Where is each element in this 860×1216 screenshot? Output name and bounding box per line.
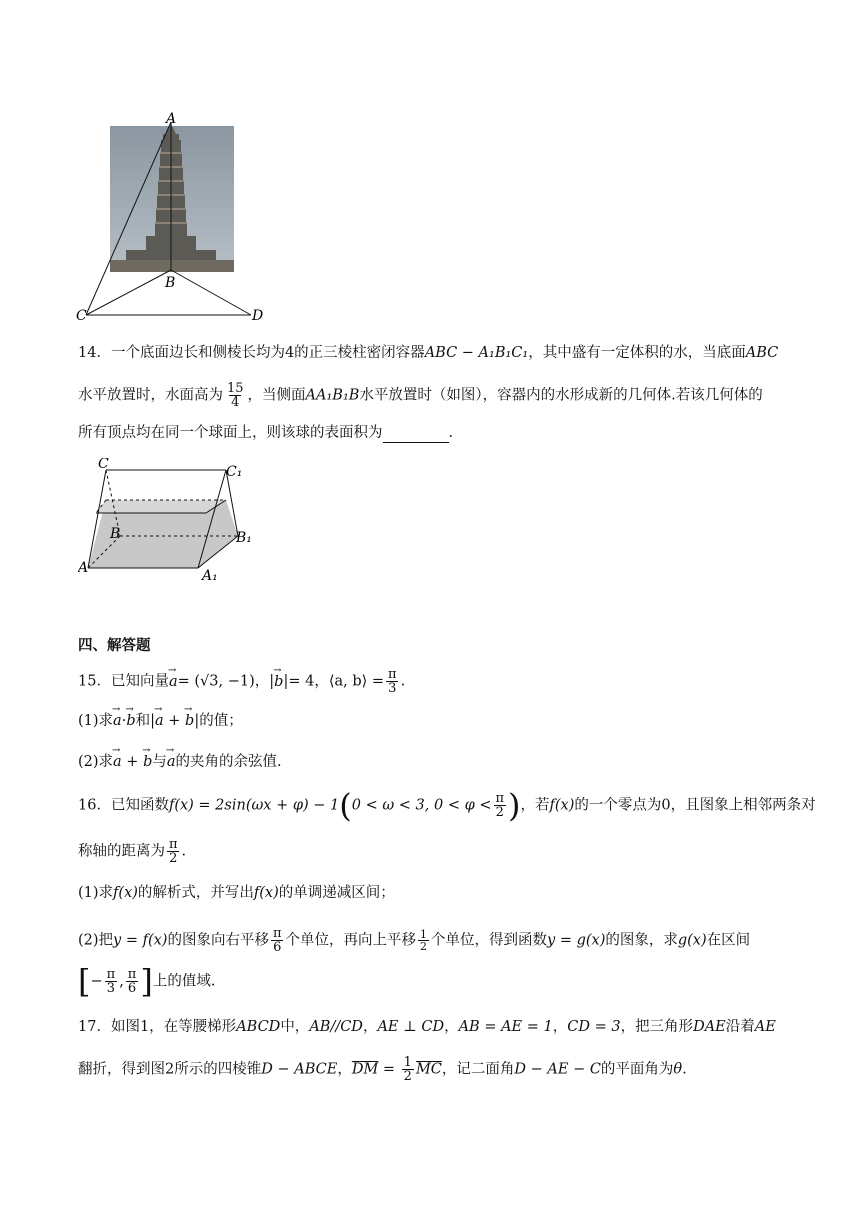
q16-number: 16． (78, 797, 111, 814)
q15-text: 与 (152, 754, 167, 770)
q17-text: . (682, 1061, 687, 1078)
q17-text: ，记二面角 (441, 1061, 515, 1078)
q16-text: 个单位，再向上平移 (285, 932, 417, 949)
prism-figure (78, 458, 268, 588)
q16-text: 的图象，求 (605, 932, 678, 949)
label-B1: B₁ (236, 530, 252, 546)
q16-fx: f(x) (113, 885, 138, 901)
vector-a: → a (155, 711, 164, 731)
q17-line-2: 翻折，得到图2所示的四棱锥D − ABCE，$\overline{DM}$ = $\frac{1}{2}$ $\overline{MC}$，记二面角D − AE − C的平面角为θ. (78, 1055, 687, 1084)
q16-text: 的解析式，并写出 (137, 885, 254, 901)
q17-text: ，把三角形 (620, 1019, 694, 1035)
q15-angle: ⟨a, b⟩ = (328, 673, 385, 690)
q16-part-2 (78, 927, 750, 954)
q17-edge: AE (754, 1019, 776, 1035)
vector-b: → b (185, 711, 194, 731)
q14-text: 水平放置时，水面高为 (78, 387, 223, 404)
frac-den: 2 (403, 1069, 412, 1084)
q14-line-3 (78, 423, 453, 443)
q17-cond-4: CD = 3 (567, 1019, 621, 1035)
q14-text: ，其中盛有一定体积的水，当底面 (528, 345, 746, 361)
q17-cond-2: AE ⊥ CD (377, 1019, 445, 1035)
vector-b: → b (143, 752, 152, 772)
frac-den: 6 (273, 940, 282, 955)
label-C: C (98, 458, 109, 472)
q17-cond-3: AB = AE = 1 (458, 1019, 553, 1035)
q14-text: 水平放置时（如图），容器内的水形成新的几何体.若该几何体的 (359, 387, 763, 404)
frac-den: 4 (231, 395, 240, 410)
q17-trapezoid: ABCD (236, 1019, 281, 1035)
vector-b: → b (274, 672, 283, 692)
q14-base: ABC (745, 345, 779, 361)
frac-den: 2 (420, 940, 428, 953)
bracket-close: ] (140, 962, 153, 1001)
frac-den: 3 (106, 981, 116, 996)
q17-triangle: DAE (693, 1019, 726, 1035)
q15-number: 15． (78, 673, 111, 690)
paren-open: ( (339, 786, 352, 825)
q16-text: . (181, 843, 187, 860)
vector-a: → a (169, 672, 178, 692)
q15-text: 已知向量 (110, 673, 169, 690)
q16-cond-fraction (493, 792, 506, 819)
q17-pyramid: D − ABCE (261, 1061, 338, 1078)
frac-den: 2 (169, 851, 178, 866)
q16-text: 上的值域. (152, 973, 216, 990)
frac-den: 3 (388, 681, 397, 696)
q17-vector-dm: $\overline{DM}$ (351, 1061, 379, 1078)
label-C: C (76, 308, 87, 324)
q15-text: 的夹角的余弦值. (175, 754, 282, 770)
q16-y-fx: y = f(x) (113, 932, 168, 949)
q16-shift-fraction (271, 927, 284, 954)
q16-interval-sign: − (90, 973, 103, 990)
label-A: A (166, 111, 177, 127)
q15-text: 的值； (199, 713, 243, 729)
q16-y-gx: y = g(x) (547, 932, 606, 949)
vector-a: → a (167, 752, 176, 772)
tower-figure (76, 110, 276, 325)
q14-line-2 (78, 382, 763, 409)
q16-line-2 (78, 838, 186, 865)
frac-num: π (127, 967, 137, 982)
frac-num: 1 (403, 1055, 412, 1070)
q15-angle-fraction (386, 668, 399, 695)
q17-number: 17． (78, 1019, 111, 1035)
q15-a-value: = (√3, −1) (177, 673, 255, 690)
q17-text: 的平面角为 (600, 1061, 674, 1078)
frac-num: π (169, 837, 178, 852)
vector-a: → a (113, 752, 122, 772)
q17-text: 沿着 (725, 1019, 755, 1035)
q15-part-2: (2)求→ a + → b与→ a的夹角的余弦值. (78, 752, 282, 772)
bracket-open: [ (78, 962, 91, 1001)
frac-den: 2 (495, 805, 504, 820)
q16-gx: g(x) (677, 932, 707, 949)
label-B: B (165, 275, 176, 291)
q17-vector-mc: $\overline{MC}$ (415, 1061, 442, 1078)
q14-face: AA₁B₁B (305, 387, 360, 404)
q14-line-1 (78, 343, 778, 363)
q16-text: 的一个零点为0，且图象上相邻两条对 (574, 797, 816, 814)
q16-interval-line: [− $\frac{\pi}{3}$ , $\frac{\pi}{6}$ ]上的值域. (78, 962, 216, 1001)
q15-part-1: (1)求→ a·→ b和|→ a + → b|的值； (78, 711, 243, 731)
q15-text: (1)求 (78, 713, 114, 729)
q17-dihedral: D − AE − C (514, 1061, 601, 1078)
q15-text: 和 (135, 713, 151, 729)
tower-diagram (76, 110, 276, 325)
q14-number: 14． (78, 345, 111, 361)
label-B: B (110, 526, 121, 542)
label-D: D (252, 308, 264, 324)
q16-distance-fraction (167, 838, 180, 865)
q15-text: (2)求 (78, 754, 114, 770)
q17-line-1: 17．如图1，在等腰梯形ABCD中，AB//CD，AE ⊥ CD，AB = AE = 1，CD = 3，把三角形DAE沿着AE (78, 1019, 776, 1035)
q16-function: f(x) = 2sin(ωx + φ) − 1 (168, 797, 340, 814)
q16-interval-right (126, 968, 139, 995)
q15-b-length: = 4 (288, 673, 315, 690)
q16-text: ，若 (520, 797, 550, 814)
q16-condition: 0 < ω < 3, 0 < φ < (351, 797, 492, 814)
q14-text: ，当侧面 (247, 387, 306, 404)
q15-line-1: 15．已知向量→ a= (√3, −1)，|→ b|= 4，⟨a, b⟩ = $\frac{\pi}{3}$ . (78, 668, 405, 695)
frac-num: π (106, 967, 116, 982)
q16-text: 称轴的距离为 (78, 843, 165, 860)
frac-num: 1 (420, 928, 428, 941)
q16-part-1 (78, 883, 395, 903)
prism-diagram (78, 458, 268, 588)
q16-text: (2)把 (78, 932, 114, 949)
q16-interval-left (105, 968, 118, 995)
q14-answer-blank (383, 428, 449, 443)
frac-num: π (272, 926, 282, 941)
frac-den: 6 (127, 981, 137, 996)
label-C1: C₁ (226, 464, 243, 480)
q16-text: 个单位，得到函数 (431, 932, 548, 949)
water-top (96, 500, 226, 513)
q16-text: 在区间 (706, 932, 751, 949)
q14-text: 一个底面边长和侧棱长均为4的正三棱柱密闭容器 (110, 345, 425, 361)
section-heading: 四、解答题 (78, 638, 151, 654)
q14-prism: ABC − A₁B₁C₁ (424, 345, 529, 361)
q17-half-fraction (402, 1056, 414, 1083)
label-A1: A₁ (202, 568, 218, 584)
vector-b: → b (126, 711, 135, 731)
paren-close: ) (508, 786, 521, 825)
q16-text: (1)求 (78, 885, 114, 901)
q17-text: 中， (280, 1019, 310, 1035)
vector-a: → a (113, 711, 122, 731)
q17-theta: θ (673, 1061, 683, 1078)
q17-text: 如图1，在等腰梯形 (110, 1019, 237, 1035)
q14-text: 所有顶点均在同一个球面上，则该球的表面积为 (78, 425, 383, 441)
label-A: A (78, 560, 89, 576)
q16-text: 的单调递减区间； (278, 885, 395, 901)
q16-up-fraction (418, 929, 429, 952)
frac-num: 15 (227, 381, 244, 396)
q16-line-1 (78, 786, 816, 825)
q17-text: 翻折，得到图2所示的四棱锥 (78, 1061, 262, 1078)
frac-num: π (388, 667, 397, 682)
q16-fx: f(x) (549, 797, 575, 814)
q14-height-fraction (225, 382, 246, 409)
q16-text: 已知函数 (110, 797, 169, 814)
q16-fx: f(x) (253, 885, 279, 901)
q14-text: . (448, 425, 454, 441)
frac-num: π (495, 791, 505, 806)
q17-cond-1: AB//CD (309, 1019, 363, 1035)
q16-text: 的图象向右平移 (167, 932, 269, 949)
